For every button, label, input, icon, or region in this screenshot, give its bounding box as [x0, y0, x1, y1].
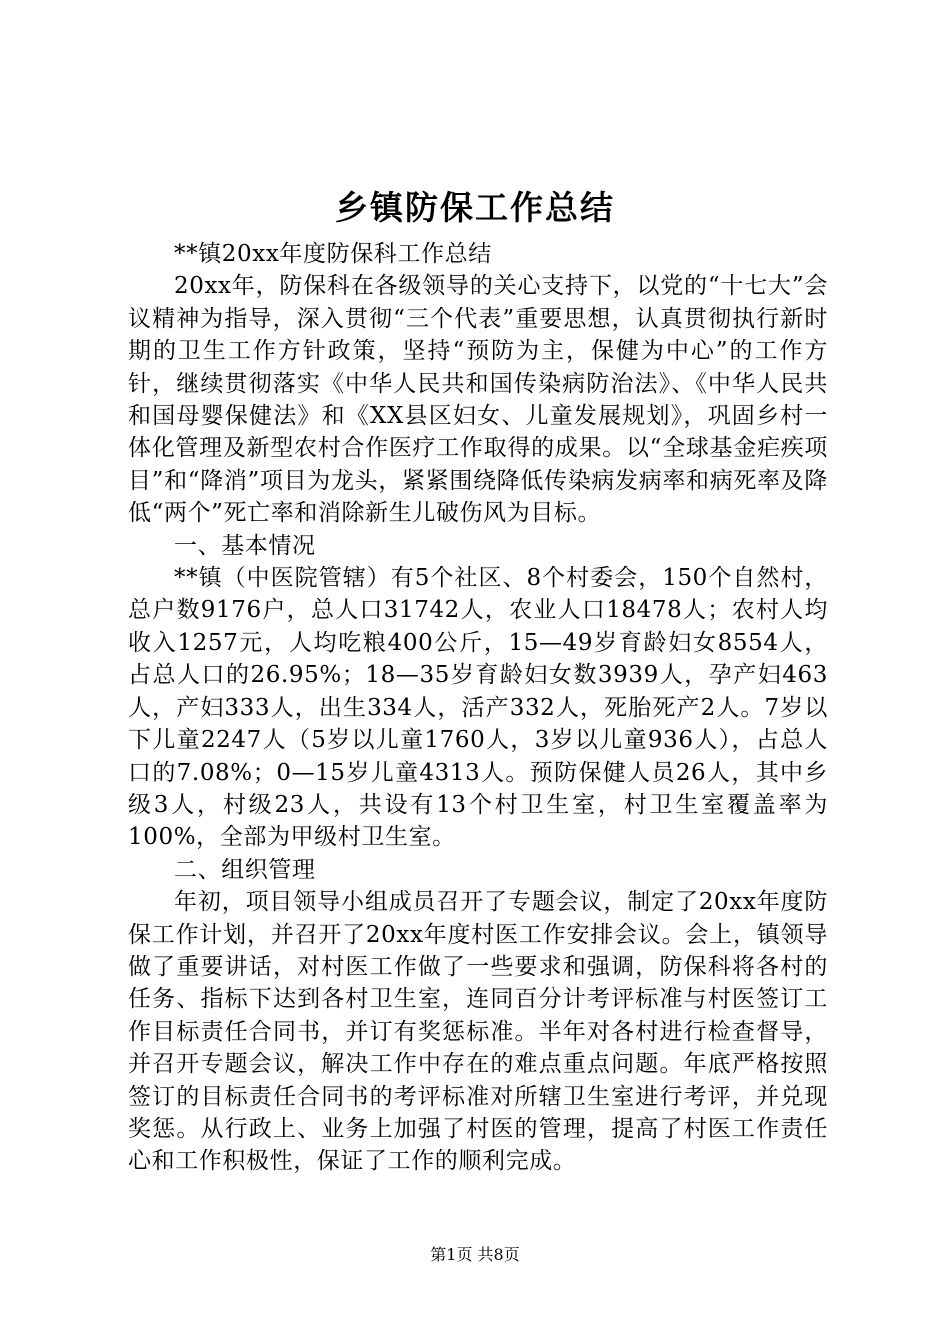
document-title: 乡镇防保工作总结 — [335, 188, 615, 227]
page-number-footer: 第1页 共8页 — [430, 1245, 520, 1264]
basic-info-paragraph: **镇（中医院管辖）有5个社区、8个村委会，150个自然村，总户数9176户，总人口31742人，农业人口18478人；农村人均收入1257元，人均吃粮400公斤，15—49岁育龄妇女8554人，占总人口的26.95%；18—35岁育龄妇女数3939人，孕产妇463人，产妇333人，出生334人，活产332人，死胎死产2人。7岁以下儿童2247人（5岁以儿童1760人，3岁以儿童936人），占总人口的7.08%；0—15岁儿童4313人。预防保健人员26人，其中乡级3人，村级23人，共设有13个村卫生室，村卫生室覆盖率为100%，全部为甲级村卫生室。 — [128, 565, 828, 851]
document-body — [128, 238, 828, 1178]
section-heading-basic-info: 一、基本情况 — [174, 532, 316, 559]
document-subtitle: **镇20xx年度防保科工作总结 — [174, 241, 492, 267]
intro-paragraph: 20xx年，防保科在各级领导的关心支持下，以党的“十七大”会议精神为指导，深入贯彻“三个代表”重要思想，认真贯彻执行新时期的卫生工作方针政策，坚持“预防为主，保健为中心”的工作方针，继续贯彻落实《中华人民共和国传染病防治法》、《中华人民共和国母婴保健法》和《XX县区妇女、儿童发展规划》，巩固乡村一体化管理及新型农村合作医疗工作取得的成果。以“全球基金疟疾项目”和“降消”项目为龙头，紧紧围绕降低传染病发病率和病死率及降低“两个”死亡率和消除新生儿破伤风为目标。 — [128, 273, 828, 527]
section-heading-organization: 二、组织管理 — [174, 856, 316, 883]
organization-paragraph: 年初，项目领导小组成员召开了专题会议，制定了20xx年度防保工作计划，并召开了20xx年度村医工作安排会议。会上，镇领导做了重要讲话，对村医工作做了一些要求和强调，防保科将各村的任务、指标下达到各村卫生室，连同百分计考评标准与村医签订工作目标责任合同书，并订有奖惩标准。半年对各村进行检查督导，并召开专题会议，解决工作中存在的难点重点问题。年底严格按照签订的目标责任合同书的考评标准对所辖卫生室进行考评，并兑现奖惩。从行政上、业务上加强了村医的管理，提高了村医工作责任心和工作积极性，保证了工作的顺利完成。 — [128, 889, 828, 1175]
